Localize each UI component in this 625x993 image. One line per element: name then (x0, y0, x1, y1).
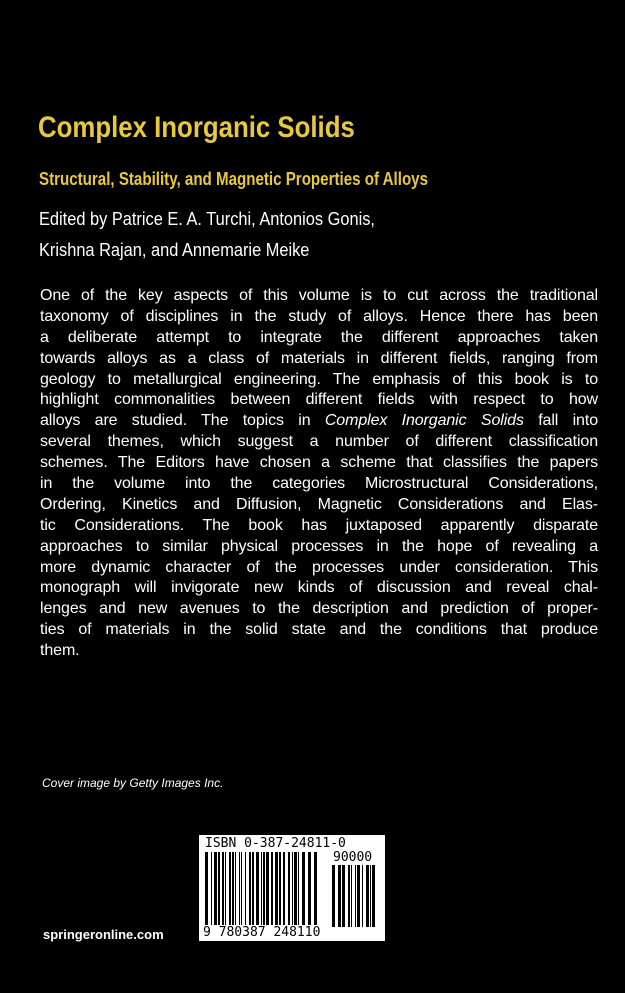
description-line: monograph will invigorate new kinds of discussion and reveal chal- (40, 579, 598, 597)
barcode-bar (332, 865, 335, 927)
description-text: fall into (523, 412, 598, 430)
editors-line-2: Krishna Rajan, and Annemarie Meike (39, 240, 310, 260)
description-line: schemes. The Editors have chosen a scheme that classifies the papers (40, 454, 598, 472)
description-line: towards alloys as a class of materials in different fields, ranging from (40, 349, 598, 367)
barcode-bar (372, 865, 375, 927)
description-line (40, 411, 598, 432)
barcode-bar (279, 852, 281, 932)
barcode-bar (275, 852, 278, 932)
ean-barcode-bars (205, 852, 317, 932)
barcode-bar (355, 865, 356, 927)
description-line: taxonomy of disciplines in the study of alloys. Hence there has been (40, 307, 598, 325)
barcode-bar (357, 865, 360, 927)
barcode-bar (298, 852, 299, 932)
editors-line-1: Edited by Patrice E. A. Turchi, Antonios Gonis, (39, 209, 375, 229)
description-paragraph (40, 286, 598, 662)
barcode-bar (370, 865, 371, 927)
description-line: them. (40, 642, 80, 660)
barcode-bar (249, 852, 251, 932)
ean-digits: 9 780387 248110 (203, 925, 321, 940)
description-line: several themes, which suggest a number of different classification (40, 433, 598, 451)
barcode-bar (261, 852, 262, 932)
barcode-bar (314, 852, 317, 932)
barcode-bar (241, 852, 242, 932)
barcode-bar (271, 852, 273, 932)
description-line: One of the key aspects of this volume is to cut across the traditional (40, 287, 598, 304)
description-text: alloys are studied. The topics in (40, 412, 325, 430)
publisher-website: springeronline.com (43, 927, 164, 942)
barcode-bar (205, 852, 208, 932)
book-title: Complex Inorganic Solids (38, 111, 355, 144)
barcode-bar (232, 852, 234, 932)
barcode-bar (362, 865, 363, 927)
barcode-bar (342, 865, 345, 927)
barcode-bar (288, 852, 290, 932)
barcode-bar (218, 852, 220, 932)
isbn-label: ISBN 0-387-24811-0 (205, 836, 346, 851)
description-line: a deliberate attempt to integrate the different approaches taken (40, 328, 598, 346)
barcode-bar (338, 865, 341, 927)
barcode-bar (294, 852, 297, 932)
editors-block (39, 204, 375, 266)
cover-image-credit: Cover image by Getty Images Inc. (42, 776, 224, 790)
barcode-bar (283, 852, 285, 932)
description-line: geology to metallurgical engineering. The emphasis of this book is to (40, 370, 598, 388)
barcode-bar (225, 852, 226, 932)
barcode-bar (348, 865, 350, 927)
barcode-bar (266, 852, 269, 932)
barcode-bar (229, 852, 231, 932)
description-line: ties of materials in the solid state and the conditions that produce (40, 621, 598, 639)
addon-barcode-bars (332, 865, 377, 927)
barcode-bar (245, 852, 246, 932)
isbn-barcode (199, 835, 385, 941)
barcode-bar (222, 852, 224, 932)
description-line: tic Considerations. The book has juxtaposed apparently disparate (40, 516, 598, 534)
barcode-bar (239, 852, 240, 932)
barcode-bar (366, 865, 369, 927)
description-line: lenges and new avenues to the description and prediction of proper- (40, 600, 598, 618)
barcode-bar (252, 852, 254, 932)
book-subtitle: Structural, Stability, and Magnetic Properties of Alloys (39, 169, 428, 189)
barcode-bar (211, 852, 212, 932)
book-title-italic: Complex Inorganic Solids (324, 412, 524, 430)
barcode-bar (256, 852, 259, 932)
barcode-bar (292, 852, 293, 932)
barcode-bar (214, 852, 217, 932)
description-line: approaches to similar physical processes in the hope of revealing a (40, 537, 598, 555)
description-line: highlight commonalities between different fields with respect to how (40, 391, 598, 409)
barcode-bar (263, 852, 265, 932)
barcode-bar (308, 852, 311, 932)
barcode-bar (235, 852, 236, 932)
barcode-bar (302, 852, 305, 932)
description-line: more dynamic character of the processes under consideration. This (40, 558, 598, 576)
description-line: Ordering, Kinetics and Diffusion, Magnetic Considerations and Elas- (40, 495, 598, 513)
description-line: in the volume into the categories Microstructural Considerations, (40, 475, 598, 493)
barcode-bar (351, 865, 352, 927)
addon-code: 90000 (333, 850, 373, 865)
